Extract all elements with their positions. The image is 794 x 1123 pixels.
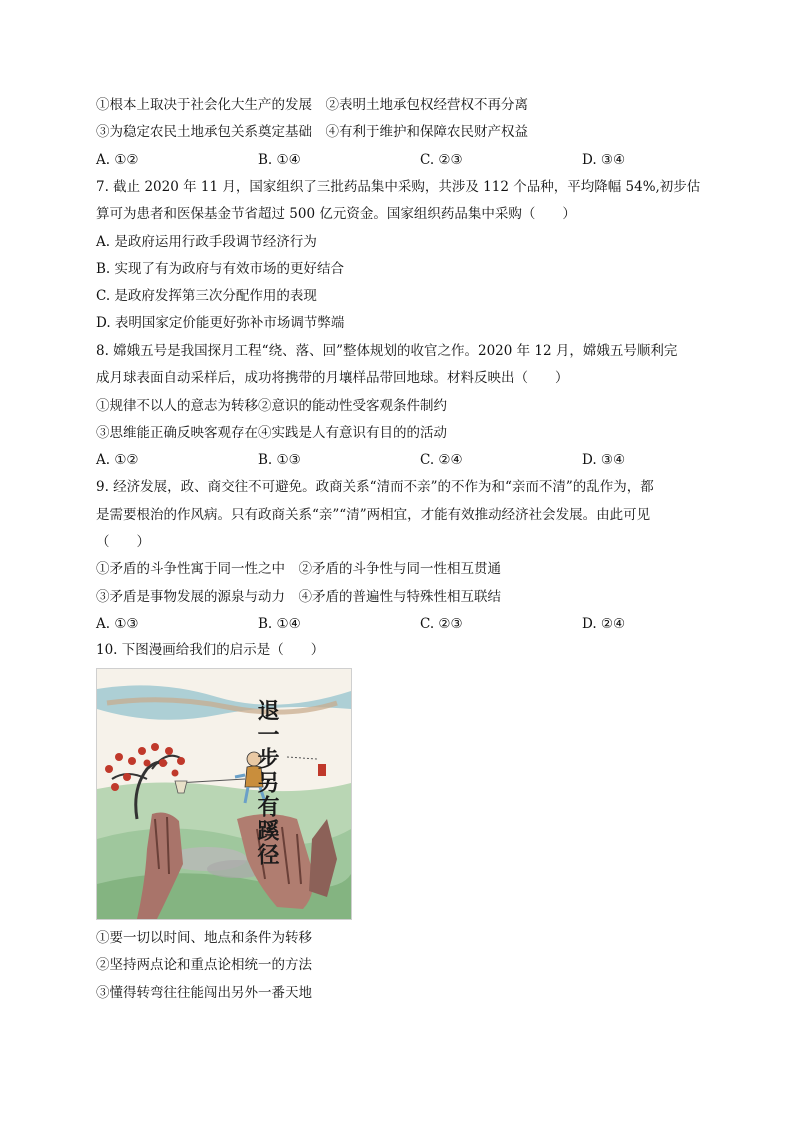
q10-stem: 10. 下图漫画给我们的启示是（ ） xyxy=(96,642,325,658)
q7-option-c[interactable]: C. 是政府发挥第三次分配作用的表现 xyxy=(96,288,317,304)
q8-choice-d[interactable]: D. ③④ xyxy=(582,452,626,468)
q9-stem-line-3: （ ） xyxy=(96,534,150,550)
q9-stem-line-2: 是需要根治的作风病。只有政商关系“亲”“清”两相宜，才能有效推动经济社会发展。由此可见 xyxy=(96,507,651,523)
q7-option-b[interactable]: B. 实现了有为政府与有效市场的更好结合 xyxy=(96,261,345,277)
q8-choice-b[interactable]: B. ①③ xyxy=(258,452,301,468)
q9-stem-line-1: 9. 经济发展，政、商交往不可避免。政商关系“清而不亲”的不作为和“亲而不清”的乱作为，都 xyxy=(96,479,654,495)
q7-stem-line-1: 7. 截止 2020 年 11 月，国家组织了三批药品集中采购，共涉及 112 个品种，平均降幅 54%,初步估 xyxy=(96,179,701,195)
cartoon-title: 退一步另有蹊径 xyxy=(254,699,280,867)
q9-choice-c[interactable]: C. ②③ xyxy=(420,616,463,632)
q7-stem-line-2: 算可为患者和医保基金节省超过 500 亿元资金。国家组织药品集中采购（ ） xyxy=(96,206,576,222)
q8-choice-a[interactable]: A. ①② xyxy=(96,452,139,468)
q8-options-line-1: ①规律不以人的意志为转移②意识的能动性受客观条件制约 xyxy=(96,398,447,414)
q6-choice-c[interactable]: C. ②③ xyxy=(420,152,463,168)
q9-choice-a[interactable]: A. ①③ xyxy=(96,616,139,632)
q6-choice-d[interactable]: D. ③④ xyxy=(582,152,626,168)
q10-option-1: ①要一切以时间、地点和条件为转移 xyxy=(96,930,312,946)
q8-choice-c[interactable]: C. ②④ xyxy=(420,452,463,468)
q6-choice-a[interactable]: A. ①② xyxy=(96,152,139,168)
q9-options-line-1: ①矛盾的斗争性寓于同一性之中 ②矛盾的斗争性与同一性相互贯通 xyxy=(96,561,501,577)
q6-choice-b[interactable]: B. ①④ xyxy=(258,152,301,168)
q10-option-2: ②坚持两点论和重点论相统一的方法 xyxy=(96,957,312,973)
q7-option-d[interactable]: D. 表明国家定价能更好弥补市场调节弊端 xyxy=(96,315,345,331)
q7-option-a[interactable]: A. 是政府运用行政手段调节经济行为 xyxy=(96,234,317,250)
q6-options-line-1: ①根本上取决于社会化大生产的发展 ②表明土地承包权经营权不再分离 xyxy=(96,97,528,113)
q6-options-line-2: ③为稳定农民土地承包关系奠定基础 ④有利于维护和保障农民财产权益 xyxy=(96,124,528,140)
q9-choice-d[interactable]: D. ②④ xyxy=(582,616,626,632)
q8-options-line-2: ③思维能正确反映客观存在④实践是人有意识有目的的活动 xyxy=(96,425,447,441)
q9-options-line-2: ③矛盾是事物发展的源泉与动力 ④矛盾的普遍性与特殊性相互联结 xyxy=(96,589,501,605)
q9-choice-b[interactable]: B. ①④ xyxy=(258,616,301,632)
q8-stem-line-1: 8. 嫦娥五号是我国探月工程“绕、落、回”整体规划的收官之作。2020 年 12 月，嫦娥五号顺利完 xyxy=(96,343,678,359)
q8-stem-line-2: 成月球表面自动采样后，成功将携带的月壤样品带回地球。材料反映出（ ） xyxy=(96,370,569,386)
cartoon-illustration xyxy=(96,668,352,920)
q10-option-3: ③懂得转弯往往能闯出另外一番天地 xyxy=(96,985,312,1001)
